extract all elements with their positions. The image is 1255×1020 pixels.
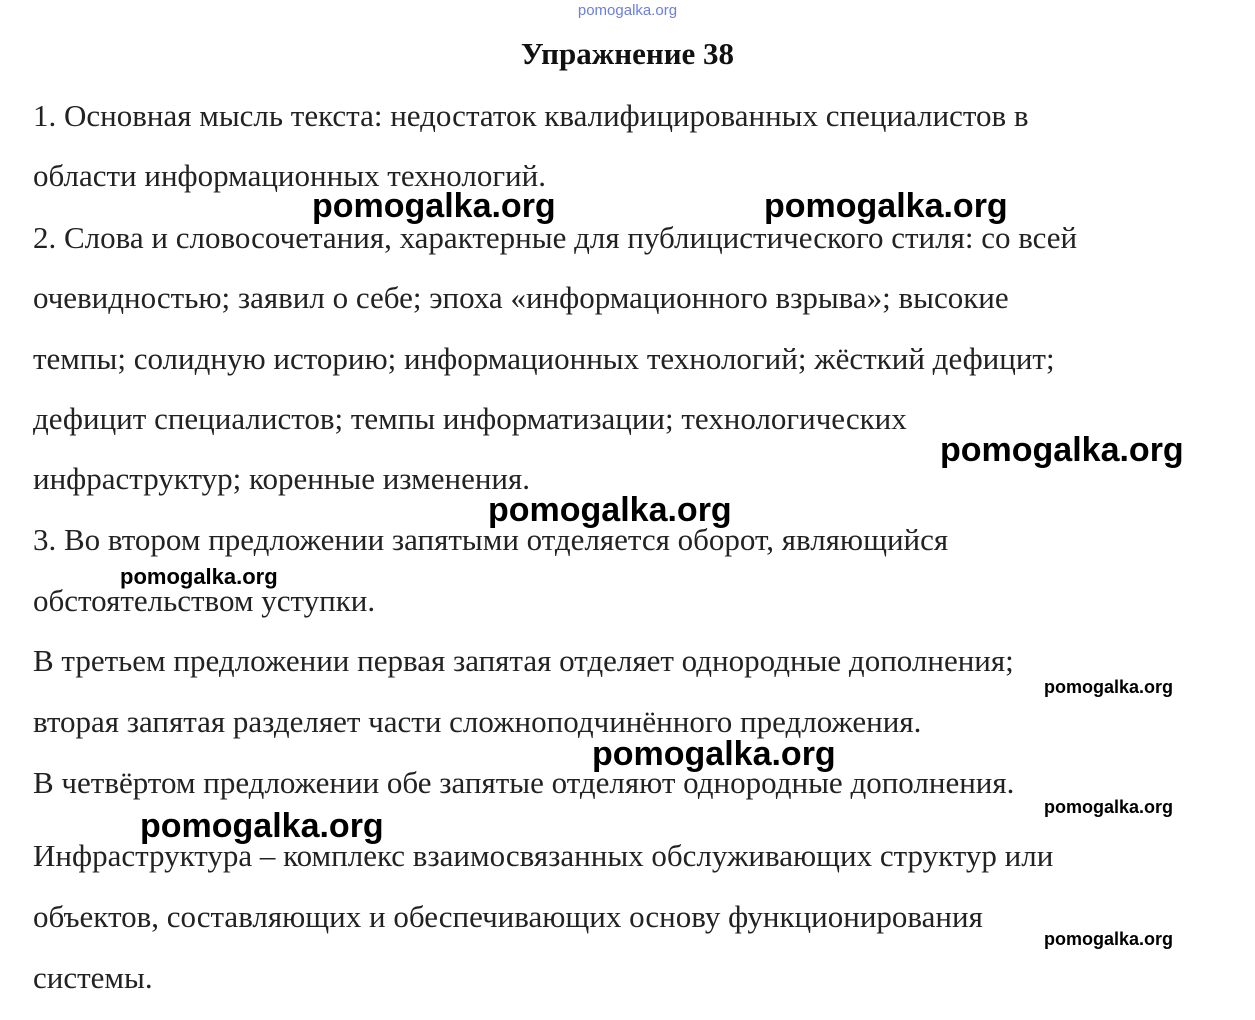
text-line: В четвёртом предложении обе запятые отделяют однородные дополнения. (33, 765, 1015, 800)
watermark: pomogalka.org (940, 431, 1184, 469)
text-line: очевидностью; заявил о себе; эпоха «информационного взрыва»; высокие (33, 280, 1009, 315)
page-title: Упражнение 38 (520, 36, 735, 71)
text-line: объектов, составляющих и обеспечивающих основу функционирования (33, 899, 983, 934)
text-line: В третьем предложении первая запятая отделяет однородные дополнения; (33, 643, 1014, 678)
text-line: вторая запятая разделяет части сложноподчинённого предложения. (33, 704, 922, 739)
text-line: темпы; солидную историю; информационных технологий; жёсткий дефицит; (33, 341, 1055, 376)
text-line: системы. (33, 960, 153, 995)
text-line: 3. Во втором предложении запятыми отделяется оборот, являющийся (33, 522, 949, 557)
watermark: pomogalka.org (312, 187, 556, 225)
watermark: pomogalka.org (1044, 677, 1174, 697)
text-line: дефицит специалистов; темпы информатизации; технологических (33, 401, 907, 436)
watermark: pomogalka.org (592, 735, 836, 773)
text-line: обстоятельством уступки. (33, 583, 376, 618)
text-line: 2. Слова и словосочетания, характерные для публицистического стиля: со всей (33, 220, 1078, 255)
watermark: pomogalka.org (764, 187, 1008, 225)
watermark: pomogalka.org (1044, 929, 1174, 949)
watermark: pomogalka.org (488, 491, 732, 529)
text-line: Инфраструктура – комплекс взаимосвязанных обслуживающих структур или (33, 838, 1054, 873)
text-line: области информационных технологий. (33, 158, 546, 193)
watermark: pomogalka.org (1044, 797, 1174, 817)
watermark: pomogalka.org (120, 564, 278, 589)
watermark: pomogalka.org (140, 807, 384, 845)
text-line: 1. Основная мысль текста: недостаток квалифицированных специалистов в (33, 98, 1029, 133)
text-line: инфраструктур; коренные изменения. (33, 461, 531, 496)
header-watermark: pomogalka.org (577, 2, 678, 19)
